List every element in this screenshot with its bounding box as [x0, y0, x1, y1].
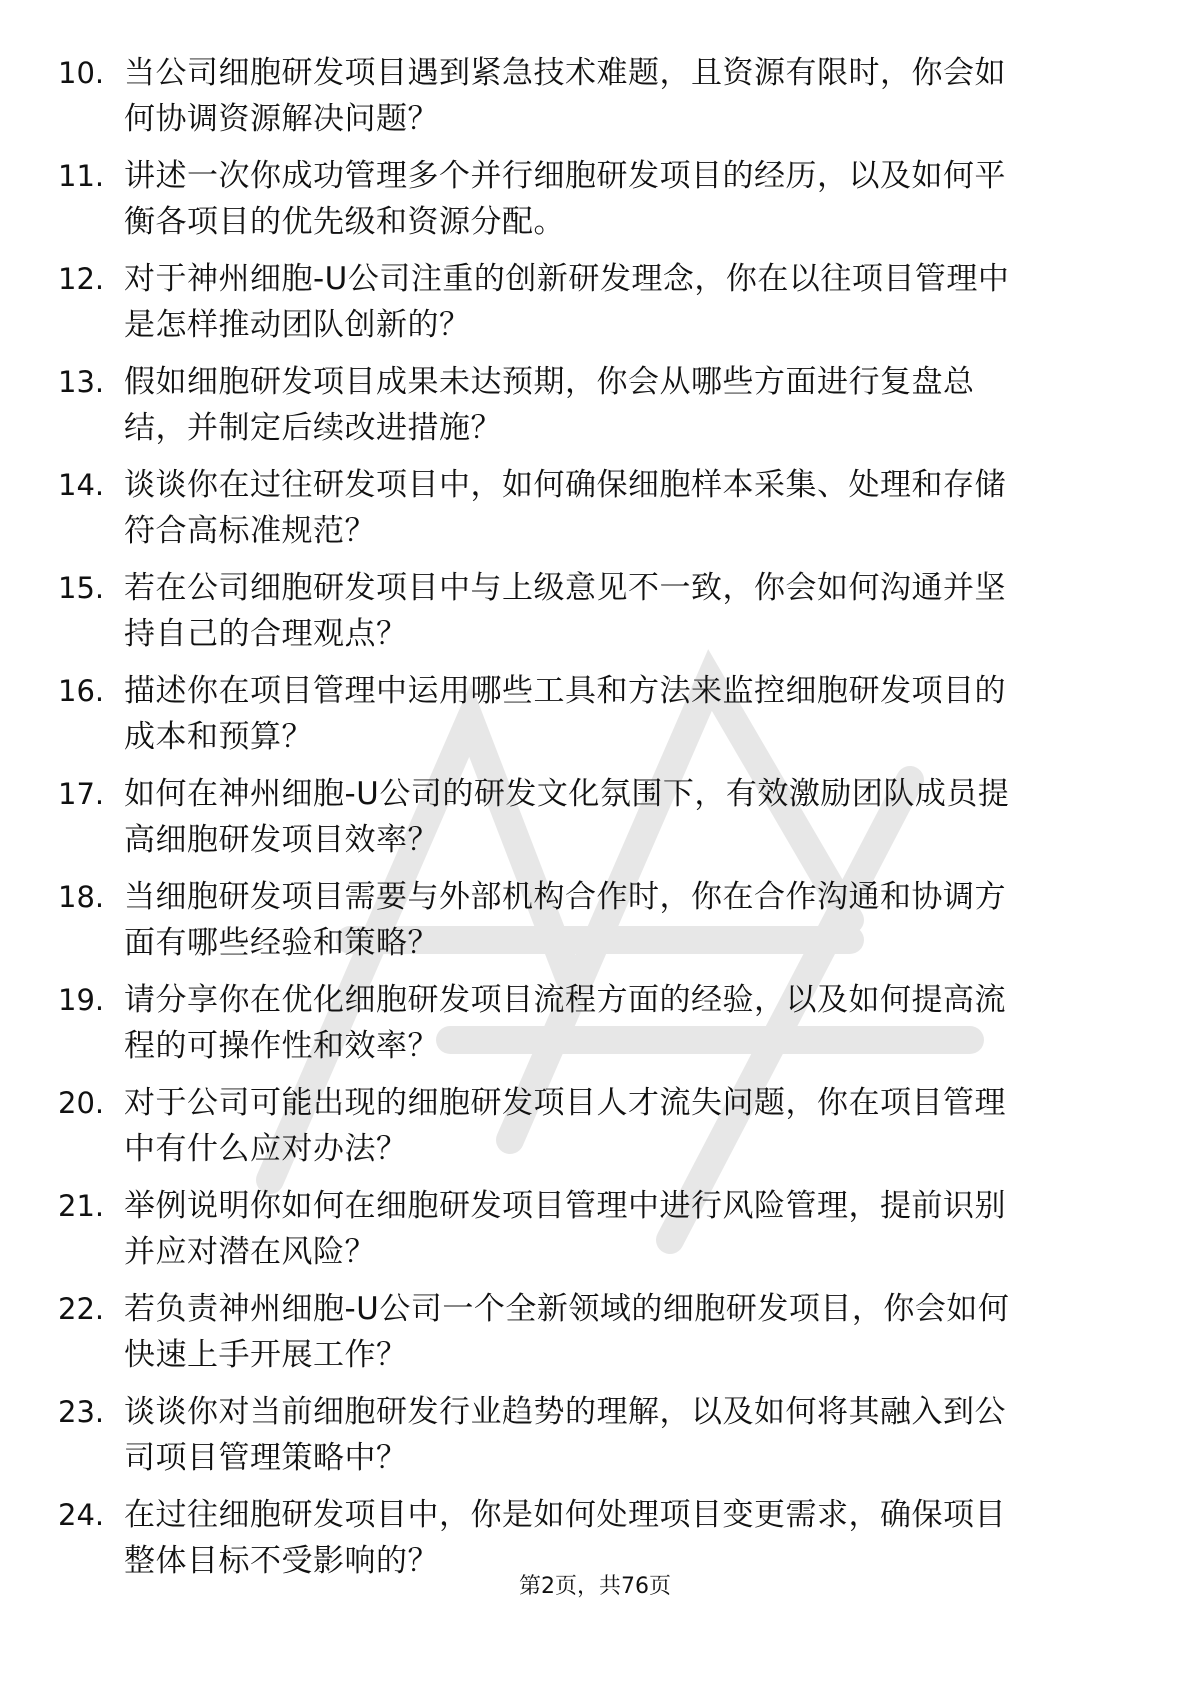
question-line: 结，并制定后续改进措施？: [124, 410, 502, 446]
question-line: 高细胞研发项目效率？: [124, 822, 439, 858]
question-line: 谈谈你对当前细胞研发行业趋势的理解，以及如何将其融入到公: [124, 1394, 1006, 1430]
question-line: 假如细胞研发项目成果未达预期，你会从哪些方面进行复盘总: [124, 364, 975, 400]
page-number-footer: 第2页，共76页: [519, 1574, 671, 1599]
question-line: 举例说明你如何在细胞研发项目管理中进行风险管理，提前识别: [124, 1188, 1006, 1224]
question-text: [124, 462, 1124, 554]
question-line: 描述你在项目管理中运用哪些工具和方法来监控细胞研发项目的: [124, 673, 1006, 709]
question-number: 21.: [58, 1189, 105, 1223]
question-item: [58, 1080, 1138, 1183]
question-line: 如何在神州细胞-U公司的研发文化氛围下，有效激励团队成员提: [124, 776, 1010, 812]
question-item: [58, 462, 1138, 565]
question-line: 当细胞研发项目需要与外部机构合作时，你在合作沟通和协调方: [124, 879, 1006, 915]
question-number: 23.: [58, 1395, 105, 1429]
question-line: 对于神州细胞-U公司注重的创新研发理念，你在以往项目管理中: [124, 261, 1010, 297]
question-number: 15.: [58, 571, 105, 605]
question-text: [124, 771, 1124, 863]
question-line: 在过往细胞研发项目中，你是如何处理项目变更需求，确保项目: [124, 1497, 1006, 1533]
question-text: [124, 153, 1124, 245]
question-text: [124, 1080, 1124, 1172]
question-text: [124, 256, 1124, 348]
question-item: [58, 359, 1138, 462]
question-item: [58, 50, 1138, 153]
question-line: 讲述一次你成功管理多个并行细胞研发项目的经历，以及如何平: [124, 158, 1006, 194]
question-line: 面有哪些经验和策略？: [124, 925, 439, 961]
question-item: [58, 256, 1138, 359]
question-number: 17.: [58, 777, 105, 811]
question-number: 22.: [58, 1292, 105, 1326]
question-number: 12.: [58, 262, 105, 296]
question-item: [58, 977, 1138, 1080]
question-line: 当公司细胞研发项目遇到紧急技术难题，且资源有限时，你会如: [124, 55, 1006, 91]
question-text: [124, 1286, 1124, 1378]
question-number: 10.: [58, 56, 105, 90]
question-text: [124, 668, 1124, 760]
question-line: 谈谈你在过往研发项目中，如何确保细胞样本采集、处理和存储: [124, 467, 1006, 503]
question-number: 18.: [58, 880, 105, 914]
question-line: 程的可操作性和效率？: [124, 1028, 439, 1064]
question-list: [58, 50, 1138, 1595]
question-line: 符合高标准规范？: [124, 513, 376, 549]
question-number: 16.: [58, 674, 105, 708]
question-number: 19.: [58, 983, 105, 1017]
question-line: 何协调资源解决问题？: [124, 101, 439, 137]
question-line: 持自己的合理观点？: [124, 616, 408, 652]
question-line: 衡各项目的优先级和资源分配。: [124, 204, 565, 240]
question-line: 整体目标不受影响的？: [124, 1543, 439, 1579]
question-item: [58, 565, 1138, 668]
question-number: 20.: [58, 1086, 105, 1120]
question-number: 13.: [58, 365, 105, 399]
question-item: [58, 1183, 1138, 1286]
question-line: 并应对潜在风险？: [124, 1234, 376, 1270]
question-line: 快速上手开展工作？: [124, 1337, 408, 1373]
question-number: 24.: [58, 1498, 105, 1532]
question-number: 11.: [58, 159, 105, 193]
question-text: [124, 359, 1124, 451]
question-text: [124, 977, 1124, 1069]
question-item: [58, 1389, 1138, 1492]
question-item: [58, 1286, 1138, 1389]
question-text: [124, 1492, 1124, 1584]
question-text: [124, 565, 1124, 657]
question-item: [58, 668, 1138, 771]
question-line: 若在公司细胞研发项目中与上级意见不一致，你会如何沟通并坚: [124, 570, 1006, 606]
question-line: 请分享你在优化细胞研发项目流程方面的经验，以及如何提高流: [124, 982, 1006, 1018]
question-line: 中有什么应对办法？: [124, 1131, 408, 1167]
question-line: 司项目管理策略中？: [124, 1440, 408, 1476]
question-text: [124, 874, 1124, 966]
question-line: 若负责神州细胞-U公司一个全新领域的细胞研发项目，你会如何: [124, 1291, 1010, 1327]
question-number: 14.: [58, 468, 105, 502]
question-line: 是怎样推动团队创新的？: [124, 307, 471, 343]
question-item: [58, 153, 1138, 256]
question-item: [58, 874, 1138, 977]
question-item: [58, 771, 1138, 874]
question-line: 成本和预算？: [124, 719, 313, 755]
question-text: [124, 50, 1124, 142]
question-text: [124, 1389, 1124, 1481]
question-line: 对于公司可能出现的细胞研发项目人才流失问题，你在项目管理: [124, 1085, 1006, 1121]
question-text: [124, 1183, 1124, 1275]
